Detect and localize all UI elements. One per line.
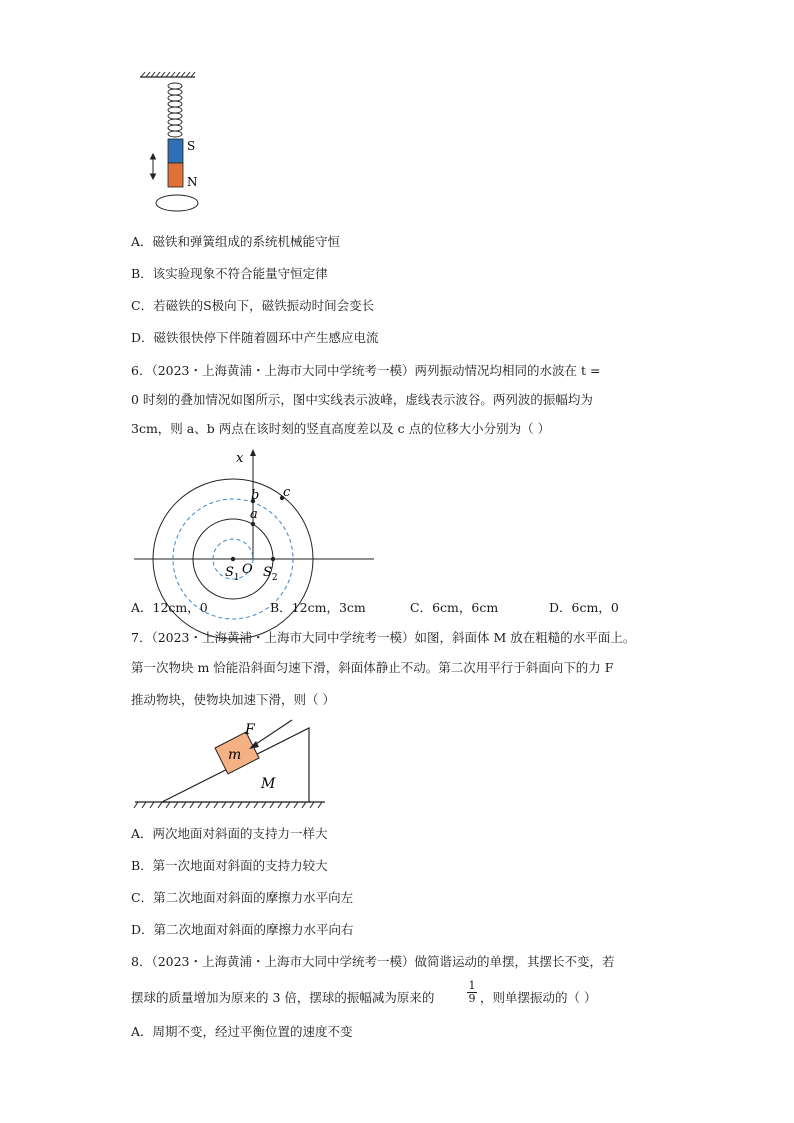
q6-option-b[interactable]: B．12cm，3cm: [270, 600, 366, 615]
q8-stem-line-1: 8．（2023・上海黄浦・上海市大同中学统考一模）做简谐运动的单摆，其摆长不变，若: [131, 954, 615, 969]
source-s1: [231, 557, 235, 561]
label-a: a: [250, 507, 258, 522]
q5-option-c[interactable]: C．若磁铁的S极向下，磁铁振动时间会变长: [131, 298, 375, 313]
q6-option-d[interactable]: D．6cm，0: [549, 600, 619, 615]
q7-option-c[interactable]: C．第二次地面对斜面的摩擦力水平向左: [131, 890, 354, 905]
block-label: m: [228, 747, 242, 763]
up-down-arrow-icon: [151, 154, 156, 179]
magnet-s-pole: [168, 139, 183, 163]
magnet-n-pole: [168, 163, 183, 187]
label-c: c: [283, 485, 291, 500]
q7-option-b[interactable]: B．第一次地面对斜面的支持力较大: [131, 858, 328, 873]
x-axis-label: x: [236, 451, 244, 466]
incline-label: M: [261, 776, 276, 792]
q6-stem-line-3: 3cm，则 a、b 两点在该时刻的竖直高度差以及 c 点的位移大小分别为（ ）: [131, 421, 551, 436]
metal-ring: [156, 195, 198, 211]
spring-magnet-figure: [135, 70, 215, 215]
q6-stem-line-1: 6．（2023・上海黄浦・上海市大同中学统考一模）两列振动情况均相同的水波在 t =: [131, 363, 601, 378]
q7-stem-line-2: 第一次物块 m 恰能沿斜面匀速下滑，斜面体静止不动。第二次用平行于斜面向下的力 F: [131, 660, 614, 675]
q6-stem-line-2: 0 时刻的叠加情况如图所示，图中实线表示波峰，虚线表示波谷。两列波的振幅均为: [131, 392, 593, 407]
q7-option-d[interactable]: D．第二次地面对斜面的摩擦力水平向右: [131, 922, 354, 937]
q5-option-a[interactable]: A．磁铁和弹簧组成的系统机械能守恒: [131, 234, 341, 249]
fraction-denominator: 9: [468, 992, 476, 1005]
label-origin: O: [242, 562, 253, 577]
label-b: b: [251, 488, 260, 503]
q7-stem-line-3: 推动物块，使物块加速下滑，则（ ）: [131, 692, 335, 707]
q6-option-a[interactable]: A．12cm，0: [131, 600, 208, 615]
force-label: F: [245, 722, 255, 738]
ground-hatching: [134, 802, 322, 808]
x-axis-arrow-icon: [250, 449, 256, 456]
wave-interference-figure: [132, 448, 377, 588]
incline-figure: [135, 718, 335, 813]
q8-stem-line-2-end: ，则单摆振动的（ ）: [480, 990, 597, 1005]
source-s2: [271, 557, 275, 561]
q6-option-c[interactable]: C．6cm，6cm: [410, 600, 499, 615]
spring: [168, 83, 182, 137]
label-s1: $S_1$: [225, 565, 240, 583]
q7-option-a[interactable]: A．两次地面对斜面的支持力一样大: [131, 826, 328, 841]
n-pole-label: N: [187, 175, 198, 189]
q5-option-d[interactable]: D．磁铁很快停下伴随着圆环中产生感应电流: [131, 330, 379, 345]
s-pole-label: S: [187, 139, 196, 153]
q8-stem-line-2-start: 摆球的质量增加为原来的 3 倍，摆球的振幅减为原来的: [131, 990, 435, 1005]
q5-option-b[interactable]: B．该实验现象不符合能量守恒定律: [131, 266, 328, 281]
q7-stem-line-1: 7．（2023・上海黄浦・上海市大同中学统考一模）如图，斜面体 M 放在粗糙的水平面上。: [131, 630, 636, 645]
q8-option-a[interactable]: A．周期不变，经过平衡位置的速度不变: [131, 1024, 353, 1039]
label-s2: $S_2$: [263, 565, 278, 583]
point-a: [251, 522, 255, 526]
fraction-one-ninth: [467, 980, 477, 1005]
fraction-numerator: 1: [468, 979, 476, 992]
